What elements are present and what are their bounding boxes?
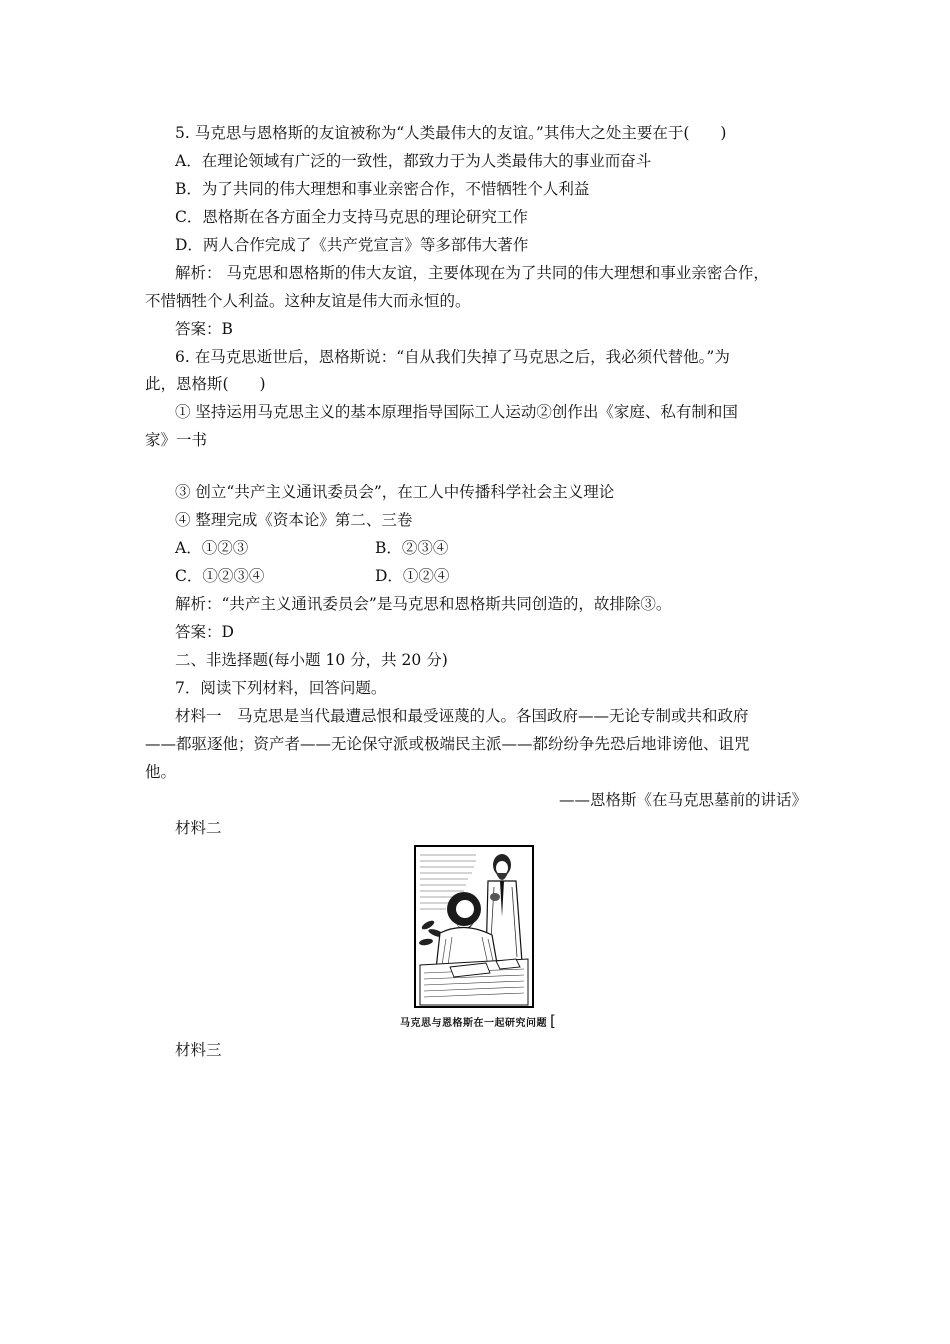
q7-material-1-end: 他。 <box>145 763 177 781</box>
figure-caption-text: 马克思与恩格斯在一起研究问题 <box>400 1018 547 1029</box>
q7-material-3-label: 材料三 <box>175 1041 222 1059</box>
q5-analysis-cont: 不惜牺牲个人利益。这种友谊是伟大而永恒的。 <box>145 292 471 310</box>
q6-option-d: D．①②④ <box>375 567 450 585</box>
section-heading: 二、非选择题(每小题 10 分，共 20 分) <box>175 651 448 669</box>
q5-analysis: 解析： 马克思和恩格斯的伟大友谊，主要体现在为了共同的伟大理想和事业亲密合作， <box>175 264 769 282</box>
q6-analysis: 解析：“共产主义通讯委员会”是马克思和恩格斯共同创造的，故排除③。 <box>175 595 672 613</box>
q6-item-3: ③ 创立“共产主义通讯委员会”，在工人中传播科学社会主义理论 <box>175 483 615 501</box>
q5-option-b: B．为了共同的伟大理想和事业亲密合作，不惜牺牲个人利益 <box>175 180 590 198</box>
q6-option-a: A．①②③ <box>175 539 249 557</box>
q6-option-c: C．①②③④ <box>175 567 265 585</box>
q5-stem: 5. 马克思与恩格斯的友谊被称为“人类最伟大的友谊。”其伟大之处主要在于( ) <box>175 124 727 142</box>
q5-option-a: A．在理论领域有广泛的一致性，都致力于为人类最伟大的事业而奋斗 <box>175 152 652 170</box>
q6-stem: 6. 在马克思逝世后，恩格斯说：“自从我们失掉了马克思之后，我必须代替他。”为 <box>175 348 730 366</box>
figure-caption <box>400 1012 556 1030</box>
q5-answer: 答案：B <box>175 320 233 338</box>
q6-stem-cont: 此，恩格斯( ) <box>145 375 266 393</box>
q7-material-1-source: ——恩格斯《在马克思墓前的讲话》 <box>558 791 807 809</box>
q7-material-1: 材料一 马克思是当代最遭忌恨和最受诬蔑的人。各国政府——无论专制或共和政府 <box>175 707 749 725</box>
marx-engels-illustration <box>414 845 534 1008</box>
q6-options-row-2 <box>175 566 805 586</box>
q6-option-b: B．②③④ <box>375 539 449 557</box>
q6-item-1-cont: 家》一书 <box>145 431 208 449</box>
q5-option-d: D．两人合作完成了《共产党宣言》等多部伟大著作 <box>175 236 529 254</box>
q5-option-c: C．恩格斯在各方面全力支持马克思的理论研究工作 <box>175 208 528 226</box>
q6-options-row-1 <box>175 538 805 558</box>
q6-answer: 答案：D <box>175 623 234 641</box>
figure-caption-mark: [ <box>550 1012 557 1030</box>
q7-stem: 7．阅读下列材料，回答问题。 <box>175 679 387 697</box>
q7-material-1-cont: ——都驱逐他；资产者——无论保守派或极端民主派——都纷纷争先恐后地诽谤他、诅咒 <box>145 735 750 753</box>
q6-item-1: ① 坚持运用马克思主义的基本原理指导国际工人运动②创作出《家庭、私有制和国 <box>175 403 738 421</box>
q7-material-2-label: 材料二 <box>175 819 222 837</box>
q6-item-4: ④ 整理完成《资本论》第二、三卷 <box>175 511 413 529</box>
